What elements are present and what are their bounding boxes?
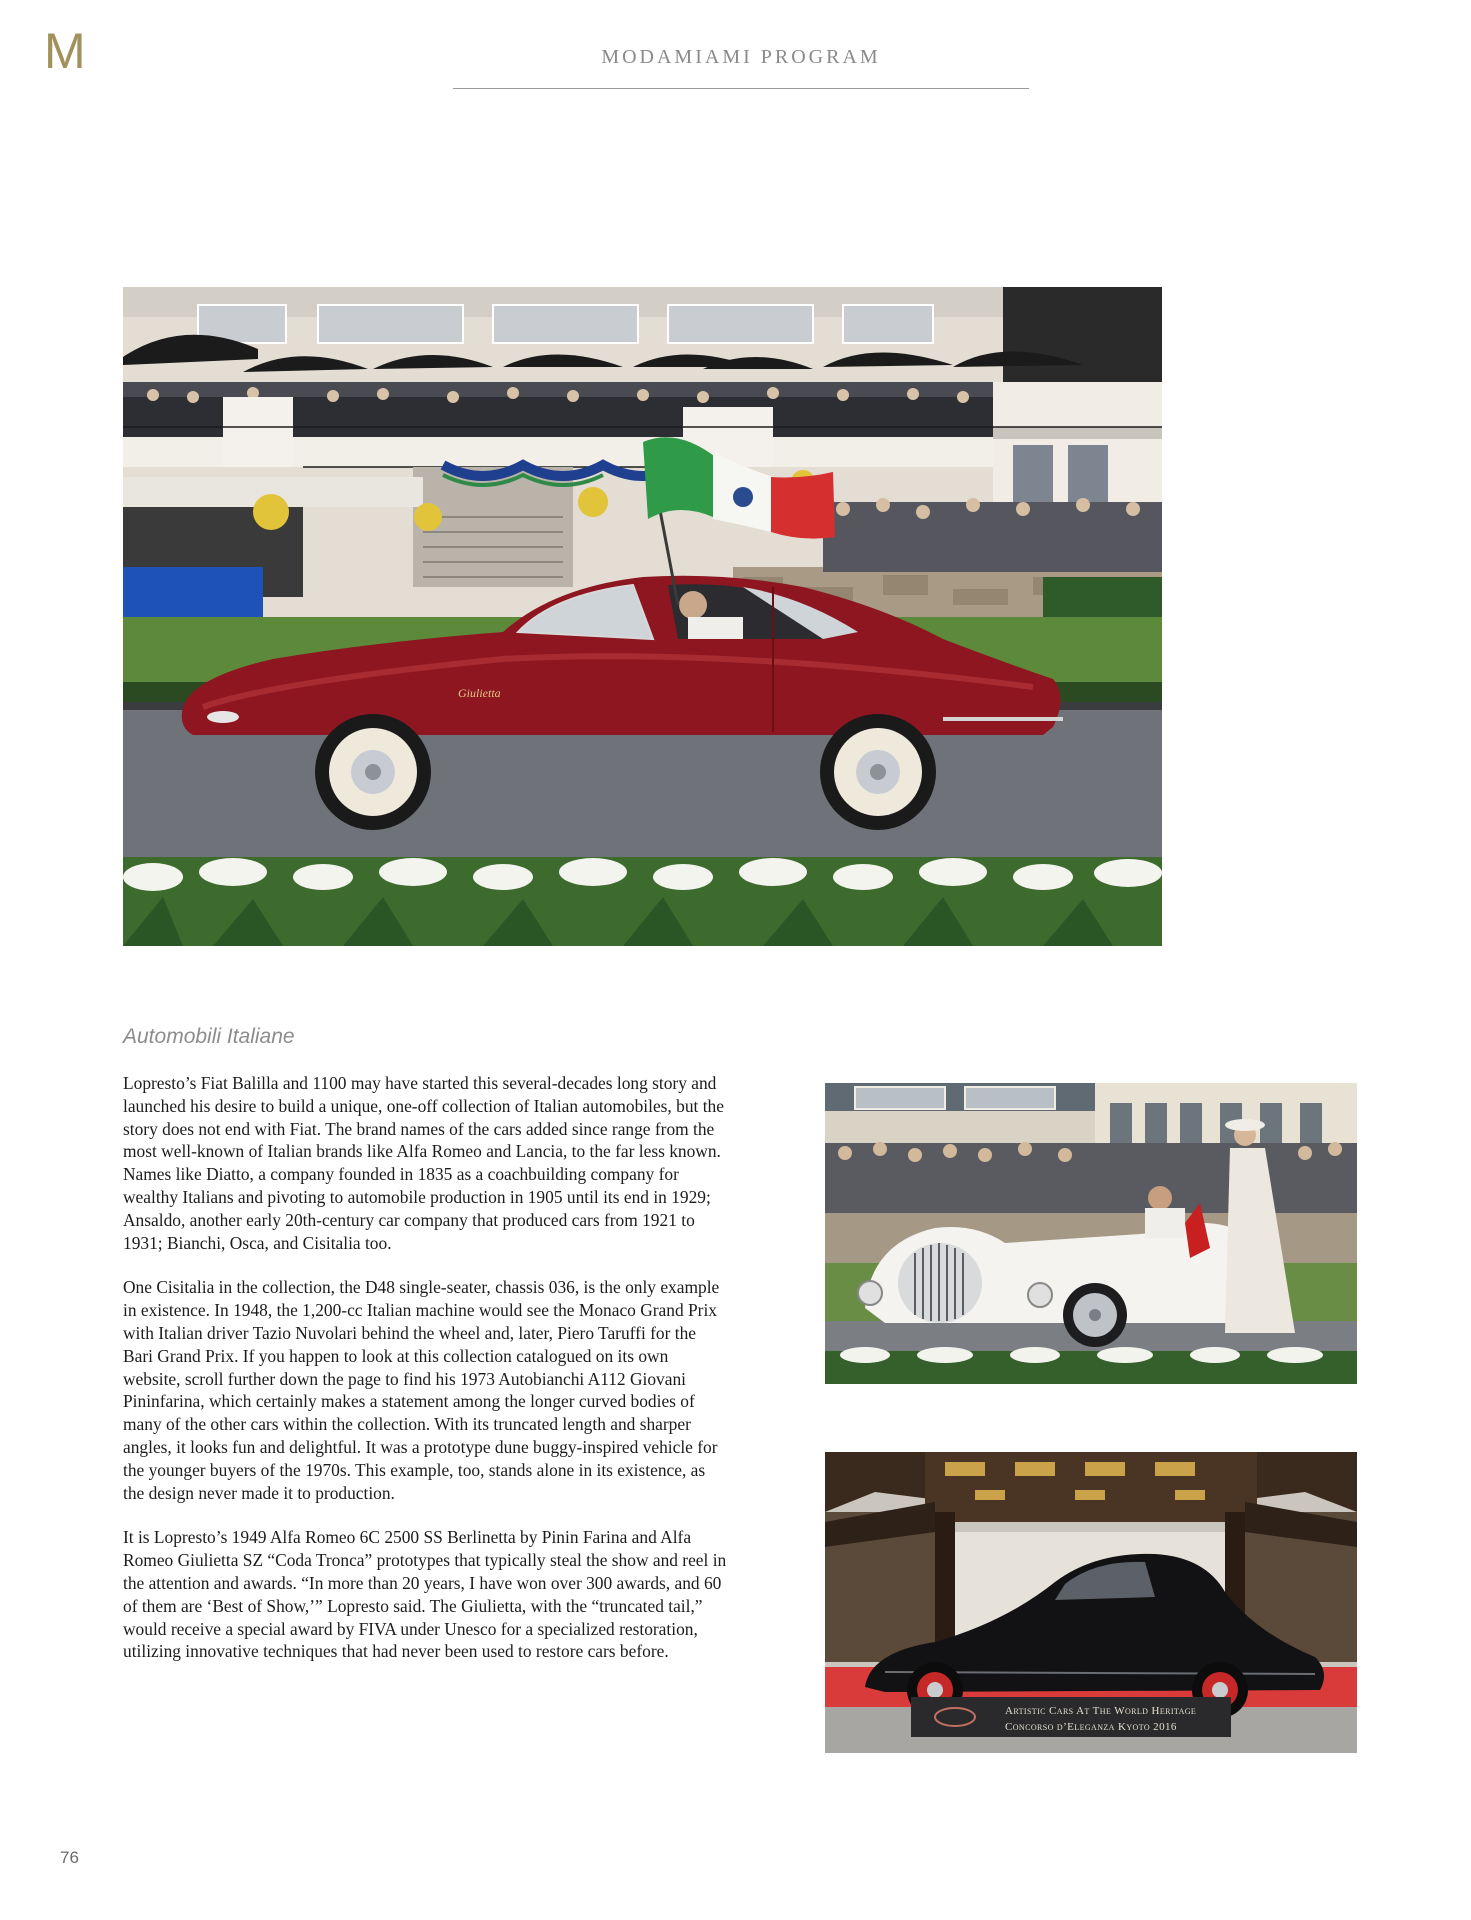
magazine-logo: M xyxy=(44,23,86,79)
paragraph: One Cisitalia in the collection, the D48 single-seater, chassis 036, is the only example in existence. In 1948, the 1,200-cc Italian machine would see the Monaco Grand Prix with Italian driver Tazio Nuvolari behind the wheel and, later, Piero Taruffi for the Bari Grand Prix. If you happen to look at this collection catalogued on its own website, scroll further down the page to find his 1973 Autobianchi A112 Giovani Pininfarina, which certainly makes a statement among the longer curved bodies of many of the other cars within the collection. With its truncated length and sharper angles, it looks fun and delightful. It was a prototype dune buggy-inspired vehicle for the younger buyers of the 1970s. This example, too, stands alone in its existence, as the design never made it to production. xyxy=(123,1277,720,1503)
plaque-line-2: Concorso d’Eleganza Kyoto 2016 xyxy=(1005,1721,1177,1733)
running-header: MODAMIAMI PROGRAM xyxy=(601,46,881,68)
photo-black-coupe-kyoto xyxy=(825,1452,1357,1753)
paragraph: Lopresto’s Fiat Balilla and 1100 may have started this several-decades long story and launched his desire to build a unique, one-off collection of Italian automobiles, but the story does not end with Fiat. The brand names of the cars added since range from the most well-known of Italian brands like Alfa Romeo and Lancia, to the far less known. Names like Diatto, a company founded in 1835 as a coachbuilding company for wealthy Italians and pivoting to automobile production in 1905 until its end in 1929; Ansaldo, another early 20th-century car company that produced cars from 1921 to 1931; Bianchi, Osca, and Cisitalia too. xyxy=(123,1073,724,1253)
section-heading: Automobili Italiane xyxy=(123,1025,295,1048)
article-body xyxy=(123,1072,730,1685)
photo-white-roadster xyxy=(825,1083,1357,1384)
hero-photo-red-coupe xyxy=(123,287,1162,946)
header-divider xyxy=(453,88,1029,89)
paragraph: It is Lopresto’s 1949 Alfa Romeo 6C 2500 SS Berlinetta by Pinin Farina and Alfa Romeo Giulietta SZ “Coda Tronca” prototypes that typically steal the show and reel in the attention and awards. “In more than 20 years, I have won over 300 awards, and 60 of them are ‘Best of Show,’” Lopresto said. The Giulietta, with the “truncated tail,” would receive a special award by FIVA under Unesco for a specialized restoration, utilizing innovative techniques that had never been used to restore cars before. xyxy=(123,1527,727,1662)
svg-text:Giulietta: Giulietta xyxy=(458,686,501,700)
plaque-line-1: Artistic Cars At The World Heritage xyxy=(1005,1705,1197,1717)
page-number: 76 xyxy=(60,1848,79,1867)
